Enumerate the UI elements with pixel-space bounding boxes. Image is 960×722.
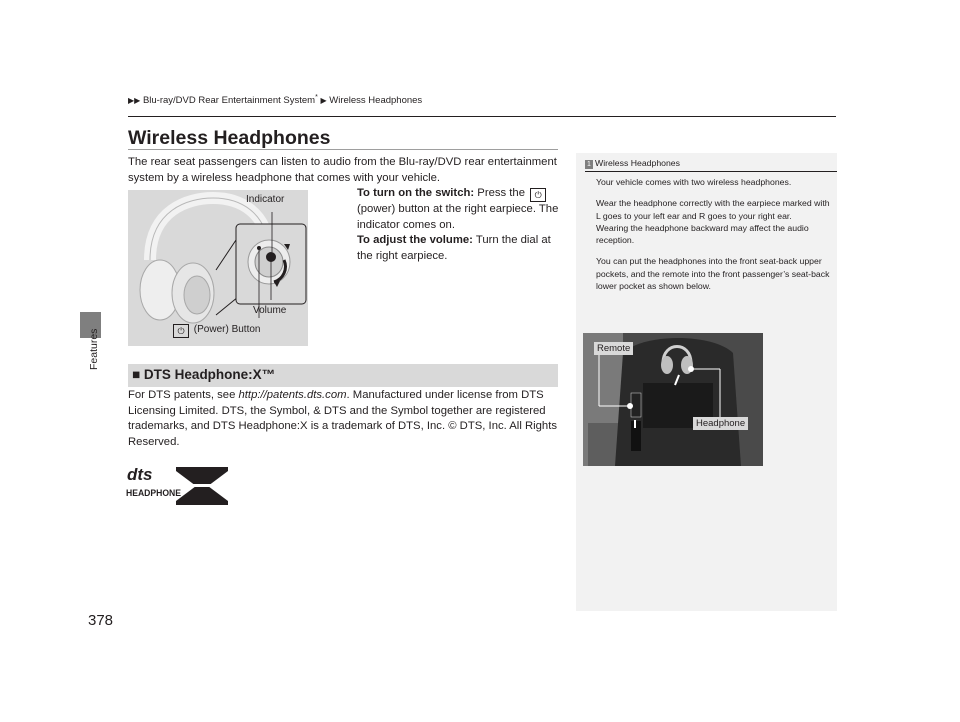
remote-label: Remote [594, 342, 633, 355]
breadcrumb [128, 94, 422, 106]
page-title: Wireless Headphones [128, 127, 331, 149]
breadcrumb-arrow-icon: ▶ [320, 96, 327, 106]
turn-on-heading: To turn on the switch: [357, 187, 475, 199]
breadcrumb-arrow-icon: ▶▶ [128, 96, 141, 106]
dts-headphone-x-logo [126, 465, 229, 506]
instructions: To turn on the switch: Press the ⏻ (power) button at the right earpiece. The indicator comes on. To adjust the volume: Turn the dial at the right earpiece. [357, 187, 559, 262]
breadcrumb-parent[interactable]: Blu-ray/DVD Rear Entertainment System [142, 95, 316, 107]
dts-patents-link[interactable]: http://patents.dts.com [238, 389, 347, 401]
indicator-label: Indicator [246, 194, 285, 205]
header-rule [128, 116, 836, 117]
breadcrumb-mark: * [315, 94, 318, 101]
side-section-label: Features [88, 328, 100, 370]
power-button-label: ⏻ (Power) Button [171, 324, 260, 338]
volume-label: Volume [253, 305, 287, 316]
note-paragraph: You can put the headphones into the front seat-back upper pockets, and the remote into the front passenger’s seat-back lower pocket as shown below. [596, 256, 830, 292]
note-icon: 1 [585, 160, 593, 169]
volume-heading: To adjust the volume: [357, 234, 473, 246]
headphone-figure [128, 190, 308, 346]
dts-paragraph: For DTS patents, see http://patents.dts.com. Manufactured under license from DTS Licensing Limited. DTS, the Symbol, & DTS and the Symbol together are registered trademarks, and DTS Headphone:X is a trademark of DTS, Inc. © DTS, Inc. All Rights Reserved. [128, 389, 557, 448]
headphone-label: Headphone [693, 417, 748, 430]
svg-text:dts: dts [127, 465, 153, 484]
seatback-pocket-photo [583, 333, 763, 466]
note-paragraph: Your vehicle comes with two wireless headphones. [596, 177, 792, 187]
breadcrumb-current: Wireless Headphones [329, 95, 423, 107]
section-title: ■ DTS Headphone:X™ [132, 367, 276, 382]
page-number: 378 [88, 612, 114, 629]
power-icon: ⏻ [173, 324, 189, 338]
note-paragraph: Wear the headphone correctly with the earpiece marked with L goes to your left ear and R goes to your right ear. Wearing the headphone backward may affect the audio reception. [596, 198, 830, 246]
headphone-illustration [128, 190, 308, 346]
intro-paragraph: The rear seat passengers can listen to audio from the Blu-ray/DVD rear entertainment system by a wireless headphone that comes with your vehicle. [128, 156, 557, 184]
note-body [596, 176, 832, 301]
section-marker-icon: ■ [132, 367, 141, 382]
note-rule [585, 171, 837, 172]
title-rule [128, 149, 558, 150]
power-icon: ⏻ [530, 188, 546, 202]
note-title: 1 Wireless Headphones [585, 158, 680, 169]
svg-text:HEADPHONE: HEADPHONE [126, 488, 181, 499]
